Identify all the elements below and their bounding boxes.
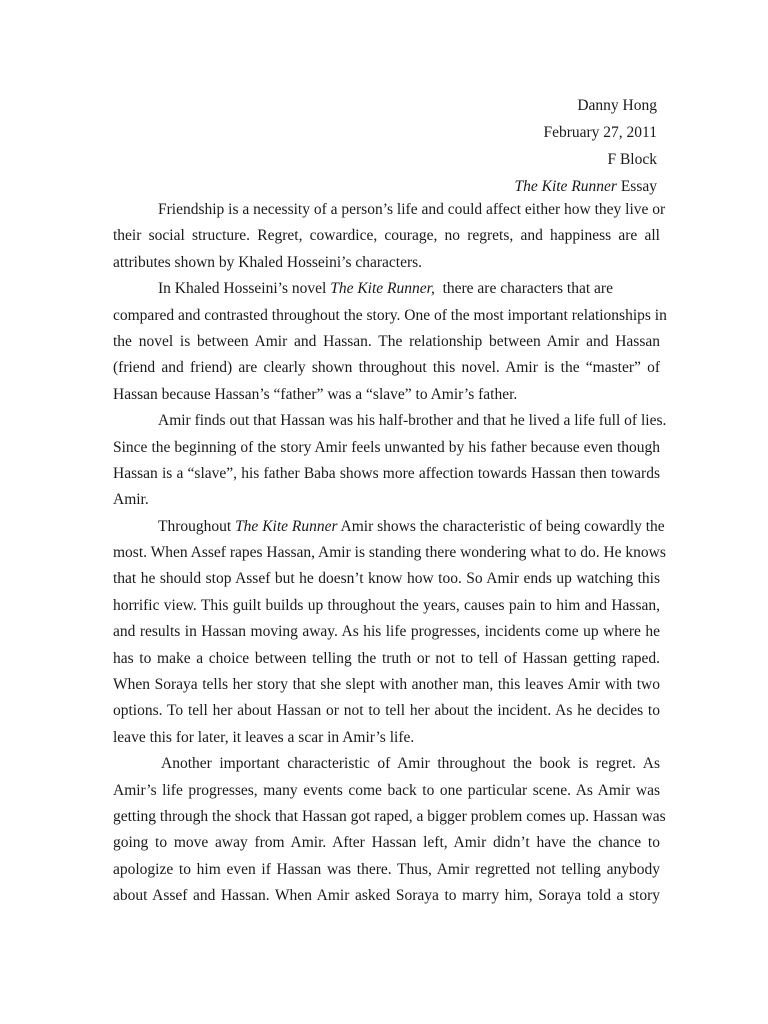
book-title: The Kite Runner,: [330, 280, 435, 298]
text-line: Hassan is a “slave”, his father Baba shows more affection towards Hassan then towards: [113, 464, 660, 482]
text-line: most. When Assef rapes Hassan, Amir is standing there wondering what to do. He knows: [113, 544, 666, 562]
book-title: The Kite Runner: [235, 517, 338, 535]
text-run: Throughout: [158, 517, 236, 535]
text-line: attributes shown by Khaled Hosseini’s characters.: [113, 253, 423, 271]
text-line: Hassan because Hassan’s “father” was a “slave” to Amir’s father.: [113, 385, 518, 403]
text-line: their social structure. Regret, cowardice, courage, no regrets, and happiness are all: [113, 227, 660, 245]
text-line: (friend and friend) are clearly shown throughout this novel. Amir is the “master” of: [113, 359, 660, 377]
essay-body: [113, 197, 667, 910]
paragraph: [113, 751, 666, 909]
text-line: Another important characteristic of Amir throughout the book is regret. As: [161, 755, 660, 773]
text-line: has to make a choice between telling the truth or not to tell of Hassan getting raped.: [113, 649, 660, 667]
text-line: When Soraya tells her story that she slept with another man, this leaves Amir with two: [113, 676, 660, 694]
paragraph: [113, 197, 666, 276]
text-line: Friendship is a necessity of a person’s life and could affect either how they live or: [158, 201, 666, 218]
text-line: compared and contrasted throughout the story. One of the most important relationships in: [113, 306, 667, 324]
paragraph: [113, 408, 667, 514]
text-line: [113, 276, 660, 302]
text-line: getting through the shock that Hassan got raped, a bigger problem comes up. Hassan was: [113, 807, 666, 825]
text-line: and results in Hassan moving away. As his life progresses, incidents come up where he: [113, 623, 660, 641]
text-line: Amir finds out that Hassan was his half-brother and that he lived a life full of lies.: [158, 412, 667, 430]
text-line: options. To tell her about Hassan or not to tell her about the incident. As he decides to: [113, 702, 660, 720]
text-line: Amir’s life progresses, many events come back to one particular scene. As Amir was: [113, 781, 660, 799]
essay-title-rest: Essay: [616, 178, 657, 195]
text-run: In Khaled Hosseini’s novel: [158, 280, 331, 298]
paragraph: [113, 514, 666, 752]
text-line: [113, 514, 665, 540]
essay-date: February 27, 2011: [543, 124, 657, 141]
text-line: about Assef and Hassan. When Amir asked Soraya to marry him, Soraya told a story: [113, 887, 660, 905]
essay-title: [514, 173, 657, 200]
text-run: Amir shows the characteristic of being cowardly the: [337, 517, 665, 535]
text-line: horrific view. This guilt builds up throughout the years, causes pain to him and Hassan,: [113, 596, 660, 614]
paragraph: [113, 276, 667, 408]
text-line: Since the beginning of the story Amir feels unwanted by his father because even though: [113, 438, 660, 456]
text-line: going to move away from Amir. After Hassan left, Amir didn’t have the chance to: [113, 834, 660, 852]
essay-title-italic: The Kite Runner: [514, 178, 617, 195]
text-line: Amir.: [113, 491, 149, 509]
text-line: leave this for later, it leaves a scar in Amir’s life.: [113, 728, 415, 746]
class-block: F Block: [607, 151, 657, 168]
essay-header: [514, 92, 657, 200]
text-line: apologize to him even if Hassan was there. Thus, Amir regretted not telling anybody: [113, 860, 660, 878]
text-line: that he should stop Assef but he doesn’t know how too. So Amir ends up watching this: [113, 570, 660, 588]
author-name: Danny Hong: [577, 97, 657, 114]
text-line: the novel is between Amir and Hassan. The relationship between Amir and Hassan: [113, 332, 660, 350]
text-run: there are characters that are: [434, 280, 613, 298]
